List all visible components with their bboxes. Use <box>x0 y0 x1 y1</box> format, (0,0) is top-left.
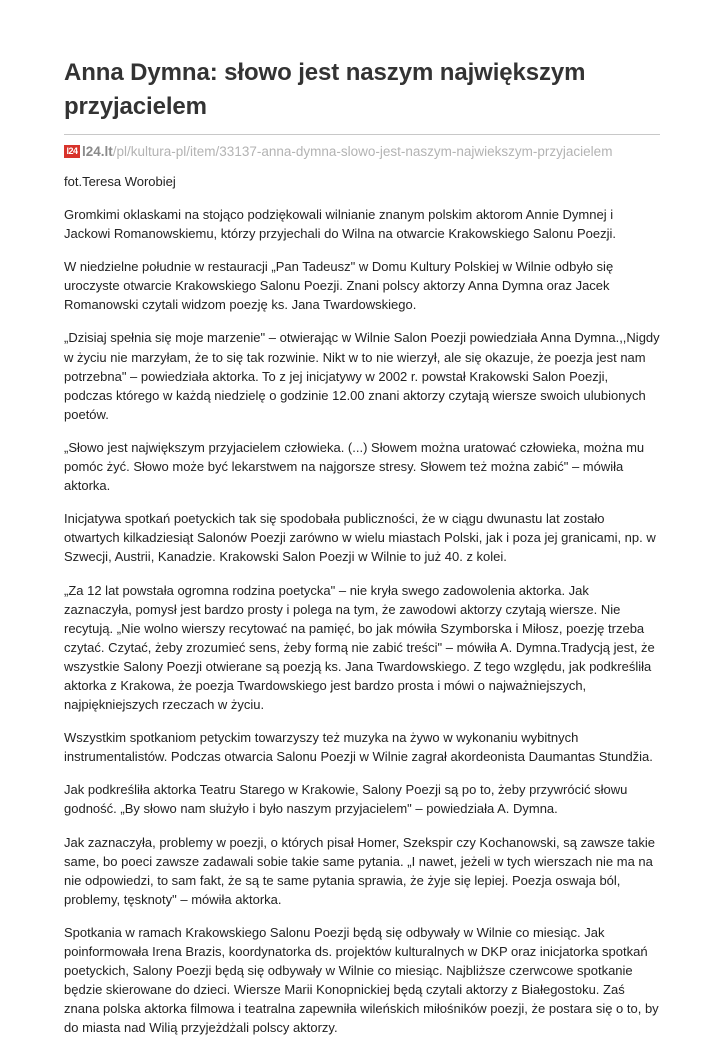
article-paragraph: Spotkania w ramach Krakowskiego Salonu Poezji będą się odbywały w Wilnie co miesiąc. Jak poinformowała Irena Brazis, koordynatorka ds. projektów kulturalnych w DKP oraz inicjatorka spotkań poetyckich, Salony Poezji będą się odbywały w Wilnie co miesiąc. Najbliższe czerwcowe spotkanie będzie skierowane do dzieci. Wiersze Marii Konopnickiej będą czytali aktorzy z Białegostoku. Zaś znana polska aktorka filmowa i teatralna zapewniła wileńskich miłośników poezji, że postara się o to, by do miasta nad Wilią przyjeżdżali polscy aktorzy. <box>64 924 659 1036</box>
photo-credit: fot.Teresa Worobiej <box>64 174 176 189</box>
article-paragraph: „Za 12 lat powstała ogromna rodzina poetycka" – nie kryła swego zadowolenia aktorka. Jak zaznaczyła, pomysł jest bardzo prosty i polega na tym, że zawodowi aktorzy czytają wiersze. Nie recytują. „Nie wolno wierszy recytować na pamięć, bo jak mówiła Szymborska i Miłosz, poezję trzeba czytać. Czytać, żeby zrozumieć sens, żeby formą nie zabić treści" – mówiła A. Dymna.Tradycją jest, że wszystkie Salony Poezji otwierane są poezją ks. Jana Twardowskiego. Z tego względu, jak podkreśliła aktorka z Krakowa, że poezja Twardowskiego jest bardzo prosta i mówi o najważniejszych, najpiękniejszych rzeczach w życiu. <box>64 582 655 713</box>
article-title: Anna Dymna: słowo jest naszym największym przyjacielem <box>64 59 586 120</box>
l24-logo-icon: l24 <box>64 145 80 158</box>
article-paragraph: Jak podkreśliła aktorka Teatru Starego w Krakowie, Salony Poezji są po to, żeby przywrócić słowu godność. „By słowo nam służyło i było naszym przyjacielem" – powiedziała A. Dymna. <box>64 782 628 817</box>
source-path-link[interactable]: /pl/kultura-pl/item/33137-anna-dymna-slowo-jest-naszym-najwiekszym-przyjacielem <box>112 143 613 159</box>
article-paragraph: „Dzisiaj spełnia się moje marzenie" – otwierając w Wilnie Salon Poezji powiedziała Anna Dymna.,,Nigdy w życiu nie marzyłam, że to się tak rozwinie. Nikt w to nie wierzył, ale się okazuje, że poezja jest nam potrzebna" – powiedziała aktorka. To z jej inicjatywy w 2002 r. powstał Krakowski Salon Poezji, podczas którego w każdą niedzielę o godzinie 12.00 znani aktorzy czytają wiersze swoich ulubionych poetów. <box>64 330 660 422</box>
article-paragraph: Gromkimi oklaskami na stojąco podziękowali wilnianie znanym polskim aktorom Annie Dymnej i Jackowi Romanowskiemu, którzy przyjechali do Wilna na otwarcie Krakowskiego Salonu Poezji. <box>64 207 617 242</box>
source-domain-link[interactable]: l24.lt <box>82 143 113 159</box>
article-paragraph: Jak zaznaczyła, problemy w poezji, o których pisał Homer, Szekspir czy Kochanowski, są zawsze takie same, bo poeci zawsze zadawali sobie takie same pytania. „I nawet, jeżeli w tych wierszach nie ma na nie odpowiedzi, to sam fakt, że są te same pytania sprawia, że żyje się lepiej. Poezja oswaja ból, problemy, tęsknoty" – mówiła aktorka. <box>64 834 656 907</box>
article-paragraph: „Słowo jest największym przyjacielem człowieka. (...) Słowem można uratować człowieka, można mu pomóc żyć. Słowo może być lekarstwem na najgorsze stresy. Słowem też można zabić" – mówiła aktorka. <box>64 439 645 494</box>
article <box>64 56 660 1037</box>
article-paragraph: Inicjatywa spotkań poetyckich tak się spodobała publiczności, że w ciągu dwunastu lat zostało otwartych kilkadziesiąt Salonów Poezji zarówno w wielu miastach Polski, jak i poza jej granicami, np. w Szwecji, Austrii, Kanadzie. Krakowski Salon Poezji w Wilnie to już 40. z kolei. <box>64 511 656 565</box>
source-line <box>64 140 660 162</box>
article-paragraph: Wszystkim spotkaniom petyckim towarzyszy też muzyka na żywo w wykonaniu wybitnych instrumentalistów. Podczas otwarcia Salonu Poezji w Wilnie zagrał akordeonista Daumantas Stundžia. <box>64 730 653 765</box>
article-paragraph: W niedzielne południe w restauracji „Pan Tadeusz" w Domu Kultury Polskiej w Wilnie odbyło się uroczyste otwarcie Krakowskiego Salonu Poezji. Znani polscy aktorzy Anna Dymna oraz Jacek Romanowski czytali widzom poezję ks. Jana Twardowskiego. <box>64 259 614 313</box>
title-divider <box>64 134 660 135</box>
